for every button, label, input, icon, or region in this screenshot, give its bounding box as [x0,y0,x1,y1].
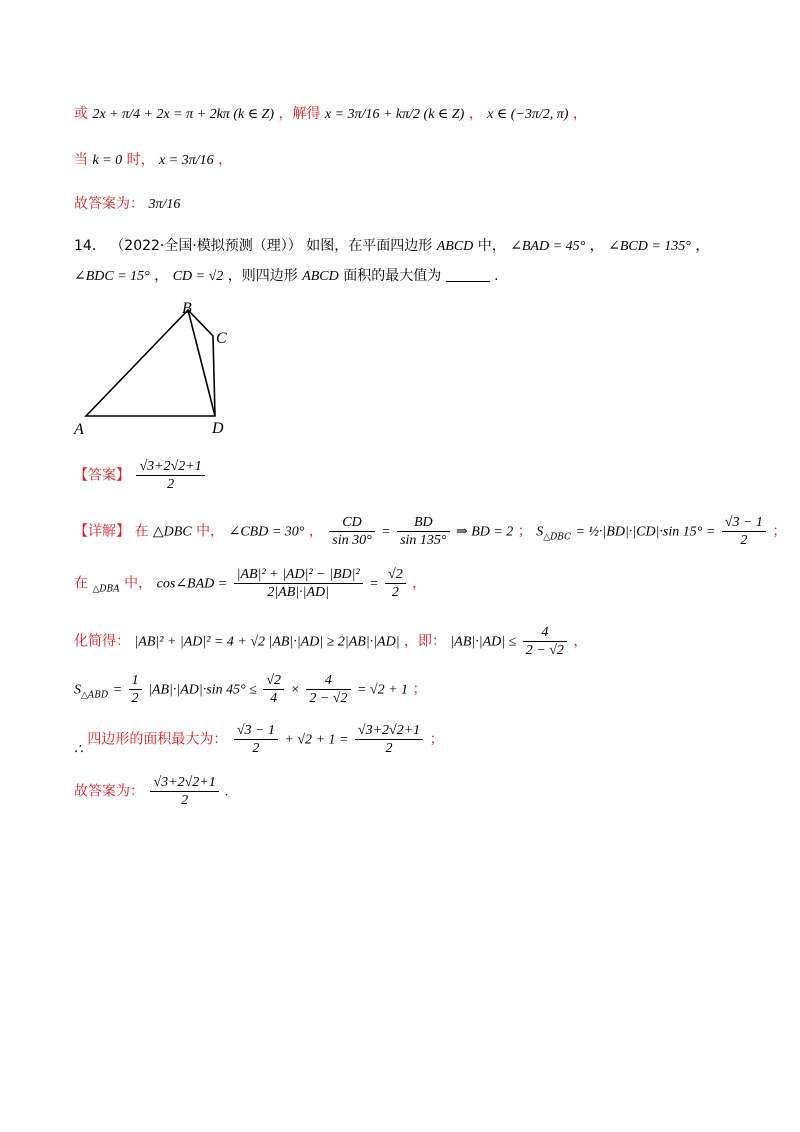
equation-2: x = 3π/16 + kπ/2 (k ∈ Z) [324,107,465,122]
problem-number: 14． [74,238,106,254]
sep: ， [695,238,710,254]
numerator: √3 − 1 [234,722,278,740]
numerator: 4 [523,624,567,642]
vertex-c-label: C [216,330,227,347]
detail-line-1 [74,514,786,549]
numerator: √2 [385,566,406,584]
problem-text: 如图，在平面四边形 [306,238,433,254]
denominator: 2|AB|·|AD| [267,585,329,600]
equation-1: 2x + π/4 + 2x = π + 2kπ (k ∈ Z) [92,107,275,122]
denominator: 2 [391,585,399,600]
end: . [494,268,499,284]
end: ； [412,681,427,698]
text: 中， [196,523,225,540]
separator: ， [468,106,483,122]
sum-expression: + √2 + 1 = [284,732,349,748]
quadrilateral-figure [70,296,250,441]
text: 化简得： [74,633,130,650]
sine-rule-right [397,514,449,549]
bound [523,624,567,659]
condition-2: ∠BCD = 135° [608,239,691,254]
quad-name: ABCD [302,269,339,284]
answer-line [74,458,207,493]
end: ， [412,575,427,592]
answer-line-previous [74,194,180,215]
sep: ， [154,268,169,284]
numerator: √3 − 1 [722,514,766,532]
simplify-line [74,624,587,659]
inequality: |AB|·|AD| ≤ [450,634,517,650]
prefix: 或 [74,106,88,122]
condition-3: ∠BDC = 15° [74,269,150,284]
cos-lhs: cos∠BAD = [156,576,228,592]
denominator: 2 [385,741,393,756]
area-symbol: S [536,524,544,540]
denominator: 2 − √2 [309,691,348,706]
area-formula: |AB|·|AD|·sin 45° ≤ [148,682,257,698]
denominator: 2 [131,691,139,706]
denominator: sin 135° [400,533,447,548]
denominator: 2 [181,793,189,808]
cosine-line [74,566,426,601]
answer-label: 故答案为： [74,196,144,212]
denominator: 2 [167,477,175,492]
problem-text: 面积的最大值为 [343,268,442,284]
cosine-rule [234,566,363,601]
problem-14-line-2 [74,266,499,287]
answer-value: 3π/16 [148,197,181,212]
area-subscript: △ABD [81,690,109,701]
sine-rule-left [329,514,374,549]
condition-4: CD = √2 [172,269,224,284]
answer-blank [446,267,490,282]
numerator: 4 [306,672,350,690]
condition: k = 0 [92,153,123,168]
equals: = [369,576,379,592]
factor-1 [263,672,284,707]
final-answer-line [74,774,229,809]
triangle-dba: △DBA [92,584,120,595]
times: × [290,682,300,698]
triangle-dbc: △DBC [152,524,192,540]
area-formula: = ½·|BD|·|CD|·sin 15° = [575,524,716,540]
sep: ， [308,523,323,540]
solution-line-1 [74,104,587,125]
text: 在 [134,523,149,540]
area-abd-line [74,672,426,707]
prefix: 当 [74,152,88,168]
separator: ， [572,106,587,122]
end: ， [573,633,588,650]
diagonal-bd [188,310,215,416]
equation: x = 3π/16 [159,153,214,168]
problem-text: ，则四边形 [227,268,298,284]
numerator: BD [397,514,449,532]
bd-result: ⇒ BD = 2 [455,524,514,540]
half [129,672,142,707]
numerator: √3+2√2+1 [355,722,423,740]
equals: = [112,682,123,698]
quadrilateral-outline [86,310,215,416]
problem-14-line-1 [74,236,709,257]
answer-label: 故答案为： [74,783,144,800]
text: ，即： [404,633,446,650]
simplified-eq: |AB|² + |AD|² = 4 + √2 |AB|·|AD| ≥ 2|AB|·|AD| [134,634,400,650]
answer-label: 【答案】 [74,467,130,484]
equation-3: x ∈ (−3π/2, π) [487,107,569,122]
mid-text: 时， [126,152,155,168]
area-symbol: S [74,682,81,698]
cos-value [385,566,406,601]
area-result: = √2 + 1 [356,682,409,698]
solution-line-2 [74,150,232,171]
factor-2 [306,672,350,707]
numerator: √2 [263,672,284,690]
numerator: √3+2√2+1 [150,774,218,792]
condition-1: ∠BAD = 45° [510,239,586,254]
problem-source: （2022·全国·模拟预测（理）） [110,238,302,254]
text: 中， [124,575,153,592]
final-answer [150,774,218,809]
end: . [225,784,229,800]
vertex-a-label: A [74,421,84,438]
problem-text: 中， [477,238,506,254]
part-1 [234,722,278,757]
sep: ， [589,238,604,254]
numerator: 1 [129,672,142,690]
area-result [722,514,766,549]
numerator: √3+2√2+1 [136,458,204,476]
conclusion-line [74,722,444,761]
denominator: 4 [270,691,278,706]
area-subscript: △DBC [543,532,572,543]
equals: = [381,524,391,540]
answer-fraction [136,458,204,493]
quad-name: ABCD [436,239,474,254]
therefore: ∴ [74,742,83,758]
end: ； [429,731,444,748]
denominator: sin 30° [332,533,372,548]
angle-cbd: ∠CBD = 30° [228,524,305,540]
sep: ； [517,523,532,540]
detail-label: 【详解】 [74,523,130,540]
denominator: 2 − √2 [525,643,564,658]
vertex-d-label: D [212,420,224,437]
numerator: CD [329,514,374,532]
end: ， [218,152,233,168]
denominator: 2 [252,741,260,756]
denominator: 2 [740,533,748,548]
end: ； [772,523,787,540]
text: 在 [74,575,88,592]
text: 四边形的面积最大为： [87,731,228,748]
vertex-b-label: B [182,300,192,317]
max-area [355,722,423,757]
separator: ，解得 [278,106,321,122]
numerator: |AB|² + |AD|² − |BD|² [234,566,363,584]
